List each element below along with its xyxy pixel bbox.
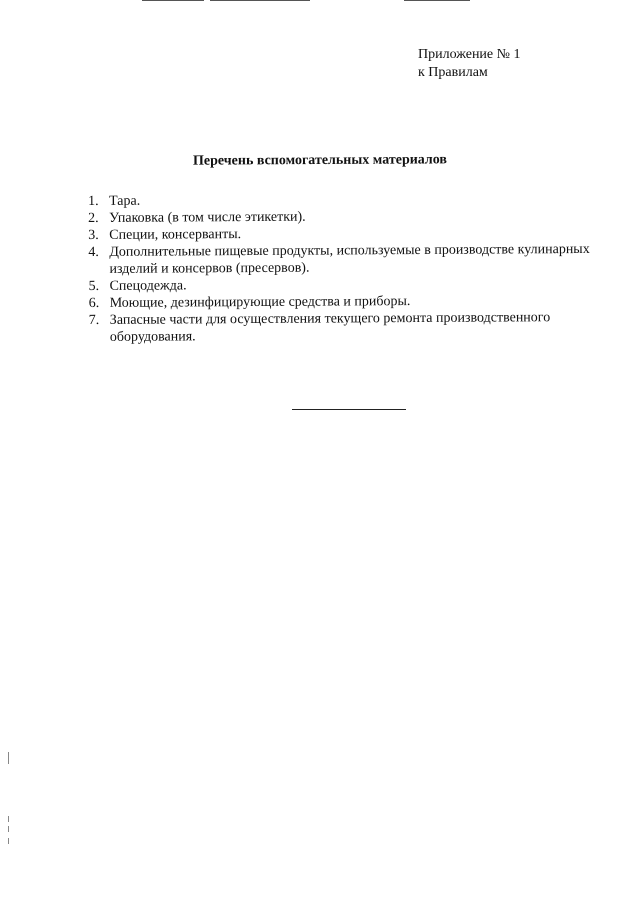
list-item-number: 6.: [88, 295, 100, 311]
list-item-text: Запасные части для осуществления текущего ремонта производственного оборудования.: [109, 310, 551, 345]
list-item-number: 2.: [88, 210, 99, 226]
scan-margin-mark: [8, 838, 9, 844]
list-item-text: Упаковка (в том числе этикетки).: [109, 209, 306, 226]
scan-margin-mark: [8, 752, 9, 764]
list-item-text: Тара.: [109, 193, 141, 209]
scan-margin-mark: [8, 826, 9, 832]
scan-margin-mark: [8, 816, 9, 822]
end-divider-line: [292, 409, 406, 410]
appendix-number: Приложение № 1: [418, 47, 521, 62]
list-item-text: Дополнительные пищевые продукты, используемые в производстве кулинарных изделий и консервов (пресервов).: [109, 241, 590, 277]
list-item: [89, 309, 599, 346]
appendix-reference: к Правилам: [418, 65, 488, 80]
list-item-number: 1.: [88, 193, 99, 209]
list-item-number: 7.: [88, 312, 100, 328]
list-item-text: Моющие, дезинфицирующие средства и приборы.: [109, 294, 411, 311]
appendix-note: [418, 46, 521, 82]
list-item-number: 4.: [88, 244, 99, 260]
materials-list: [88, 190, 599, 346]
list-item: [88, 241, 598, 278]
scan-artifact-line: [142, 0, 204, 1]
list-item-text: Спецодежда.: [109, 278, 187, 294]
document-title: Перечень вспомогательных материалов: [192, 152, 448, 169]
scan-artifact-line: [210, 0, 310, 1]
list-item-text: Специи, консерванты.: [109, 227, 242, 243]
list-item-number: 5.: [88, 278, 100, 294]
scan-artifact-line: [404, 0, 470, 1]
list-item-number: 3.: [88, 227, 99, 243]
